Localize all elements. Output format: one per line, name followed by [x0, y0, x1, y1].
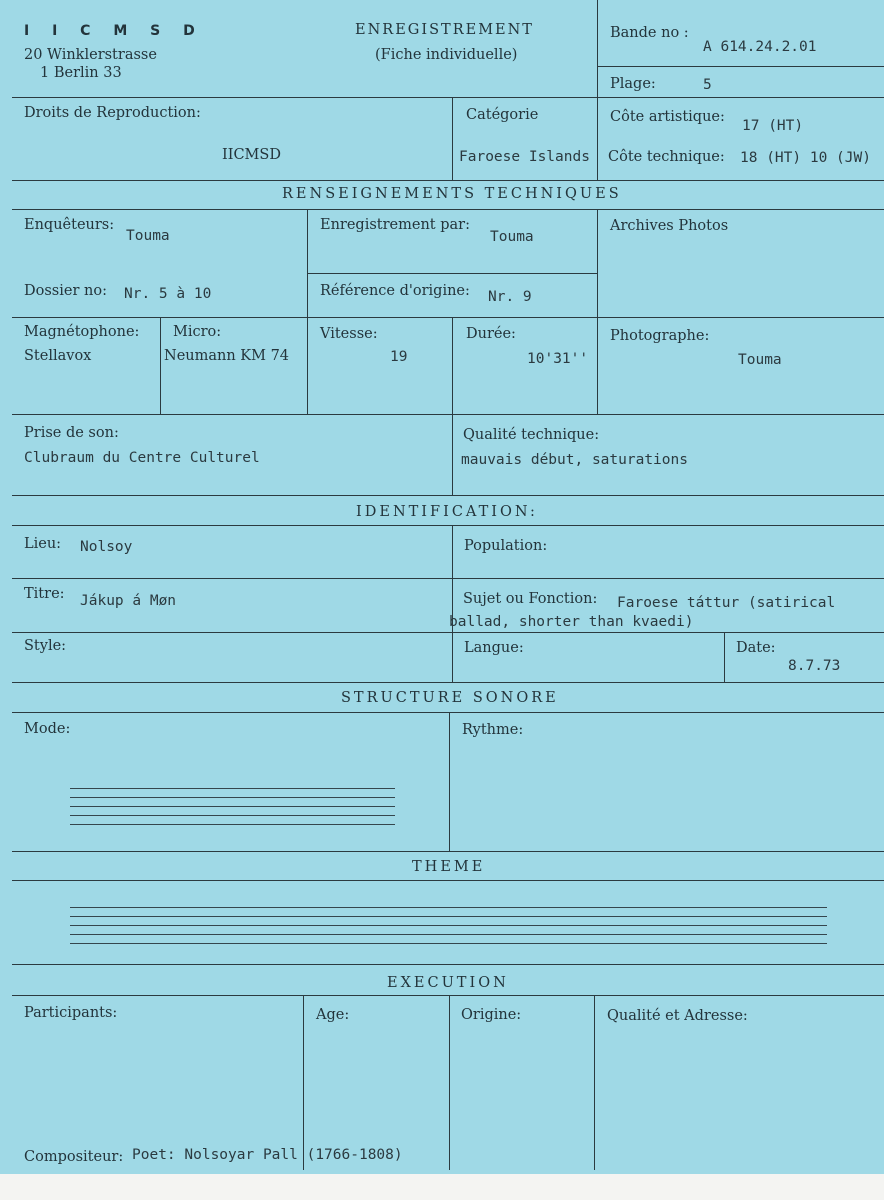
bande-value: A 614.24.2.01	[703, 39, 817, 55]
vrule-header	[597, 0, 598, 97]
mode-stave-line-1	[70, 788, 395, 789]
section-title-theme: THEME	[412, 859, 486, 875]
qualite-adresse-label: Qualité et Adresse:	[607, 1008, 748, 1024]
rule-dossier	[12, 317, 884, 318]
dossier-value: Nr. 5 à 10	[124, 286, 212, 302]
titre-label: Titre:	[24, 586, 65, 602]
cote-artistique-label: Côte artistique:	[610, 109, 725, 125]
theme-stave-line-4	[70, 934, 827, 935]
reference-label: Référence d'origine:	[320, 283, 470, 299]
section-title-execution: EXECUTION	[387, 975, 509, 991]
rule-equipment	[12, 414, 884, 415]
rule-theme-title	[12, 880, 884, 881]
mode-stave-line-3	[70, 806, 395, 807]
photographe-label: Photographe:	[610, 328, 710, 344]
droits-value: IICMSD	[222, 147, 281, 163]
rule-lieu	[12, 578, 884, 579]
vrule-micro	[160, 317, 161, 414]
reference-value: Nr. 9	[488, 289, 532, 305]
rule-header	[12, 97, 884, 98]
droits-label: Droits de Reproduction:	[24, 105, 201, 121]
bande-label: Bande no :	[610, 25, 689, 41]
lieu-value: Nolsoy	[80, 539, 133, 555]
cote-technique-value: 18 (HT) 10 (JW)	[740, 150, 871, 166]
participants-label: Participants:	[24, 1005, 118, 1021]
rule-titre	[12, 632, 884, 633]
vrule-tech-col2	[597, 209, 598, 414]
vrule-struct	[449, 712, 450, 851]
mode-label: Mode:	[24, 721, 71, 737]
date-value: 8.7.73	[788, 658, 841, 674]
enqueteurs-label: Enquêteurs:	[24, 217, 115, 233]
duree-label: Durée:	[466, 326, 516, 342]
compositeur-label: Compositeur:	[24, 1149, 124, 1165]
section-title-technical: RENSEIGNEMENTS TECHNIQUES	[282, 186, 622, 202]
sujet-value-line1: Faroese táttur (satirical	[617, 595, 836, 611]
mode-stave-line-5	[70, 824, 395, 825]
categorie-value: Faroese Islands	[459, 149, 590, 165]
plage-label: Plage:	[610, 76, 656, 92]
plage-value: 5	[703, 77, 712, 93]
date-label: Date:	[736, 640, 776, 656]
qualite-technique-label: Qualité technique:	[463, 427, 600, 443]
langue-label: Langue:	[464, 640, 524, 656]
archives-photos-label: Archives Photos	[610, 218, 729, 234]
magnetophone-label: Magnétophone:	[24, 324, 140, 340]
sujet-label: Sujet ou Fonction:	[463, 591, 598, 607]
mode-stave-line-4	[70, 815, 395, 816]
org-logo: I I C M S D	[24, 23, 204, 39]
theme-stave-line-3	[70, 925, 827, 926]
rule-enreg	[307, 273, 597, 274]
categorie-label: Catégorie	[466, 107, 539, 123]
rule-struct-bottom	[12, 851, 884, 852]
mode-stave-line-2	[70, 797, 395, 798]
compositeur-value: Poet: Nolsoyar Pall (1766-1808)	[132, 1147, 403, 1163]
micro-label: Micro:	[173, 324, 222, 340]
cote-technique-label: Côte technique:	[608, 149, 725, 165]
vrule-qualite	[594, 995, 595, 1170]
rule-ident-title	[12, 525, 884, 526]
vitesse-label: Vitesse:	[320, 326, 378, 342]
photographe-value: Touma	[738, 352, 782, 368]
vrule-duree	[452, 317, 453, 414]
rule-tech-title	[12, 209, 884, 210]
rule-rights	[12, 180, 884, 181]
rule-theme-bottom	[12, 964, 884, 965]
lieu-label: Lieu:	[24, 536, 62, 552]
qualite-technique-value: mauvais début, saturations	[461, 452, 688, 468]
theme-stave-line-1	[70, 907, 827, 908]
vrule-date	[724, 632, 725, 682]
address-city: 1 Berlin 33	[40, 65, 122, 81]
rule-struct-title	[12, 712, 884, 713]
address-street: 20 Winklerstrasse	[24, 47, 157, 63]
sujet-value-line2: ballad, shorter than kvaedi)	[449, 614, 694, 630]
prise-de-son-label: Prise de son:	[24, 425, 119, 441]
theme-stave-line-5	[70, 943, 827, 944]
section-title-identification: IDENTIFICATION:	[356, 504, 538, 520]
theme-stave-line-2	[70, 916, 827, 917]
dossier-label: Dossier no:	[24, 283, 107, 299]
rule-plage	[597, 66, 884, 67]
vrule-origine	[449, 995, 450, 1170]
rythme-label: Rythme:	[462, 722, 524, 738]
section-title-structure: STRUCTURE SONORE	[341, 690, 559, 706]
enregistrement-par-value: Touma	[490, 229, 534, 245]
population-label: Population:	[464, 538, 548, 554]
enqueteurs-value: Touma	[126, 228, 170, 244]
vrule-categorie-right	[597, 97, 598, 180]
vrule-age	[303, 995, 304, 1170]
vrule-categorie-left	[452, 97, 453, 180]
age-label: Age:	[316, 1007, 350, 1023]
vrule-ident	[452, 525, 453, 682]
micro-value: Neumann KM 74	[164, 348, 290, 364]
cote-artistique-value: 17 (HT)	[742, 118, 804, 134]
vrule-prise	[452, 414, 453, 495]
form-subtitle: (Fiche individuelle)	[375, 47, 518, 63]
style-label: Style:	[24, 638, 67, 654]
prise-de-son-value: Clubraum du Centre Culturel	[24, 450, 260, 466]
vrule-tech-col1	[307, 209, 308, 414]
origine-label: Origine:	[461, 1007, 522, 1023]
enregistrement-par-label: Enregistrement par:	[320, 217, 470, 233]
rule-style	[12, 682, 884, 683]
form-title: ENREGISTREMENT	[355, 22, 534, 38]
duree-value: 10'31''	[527, 351, 589, 367]
rule-prise	[12, 495, 884, 496]
rule-exec-title	[12, 995, 884, 996]
vitesse-value: 19	[390, 349, 408, 365]
magnetophone-value: Stellavox	[24, 348, 92, 364]
titre-value: Jákup á Møn	[80, 593, 177, 609]
